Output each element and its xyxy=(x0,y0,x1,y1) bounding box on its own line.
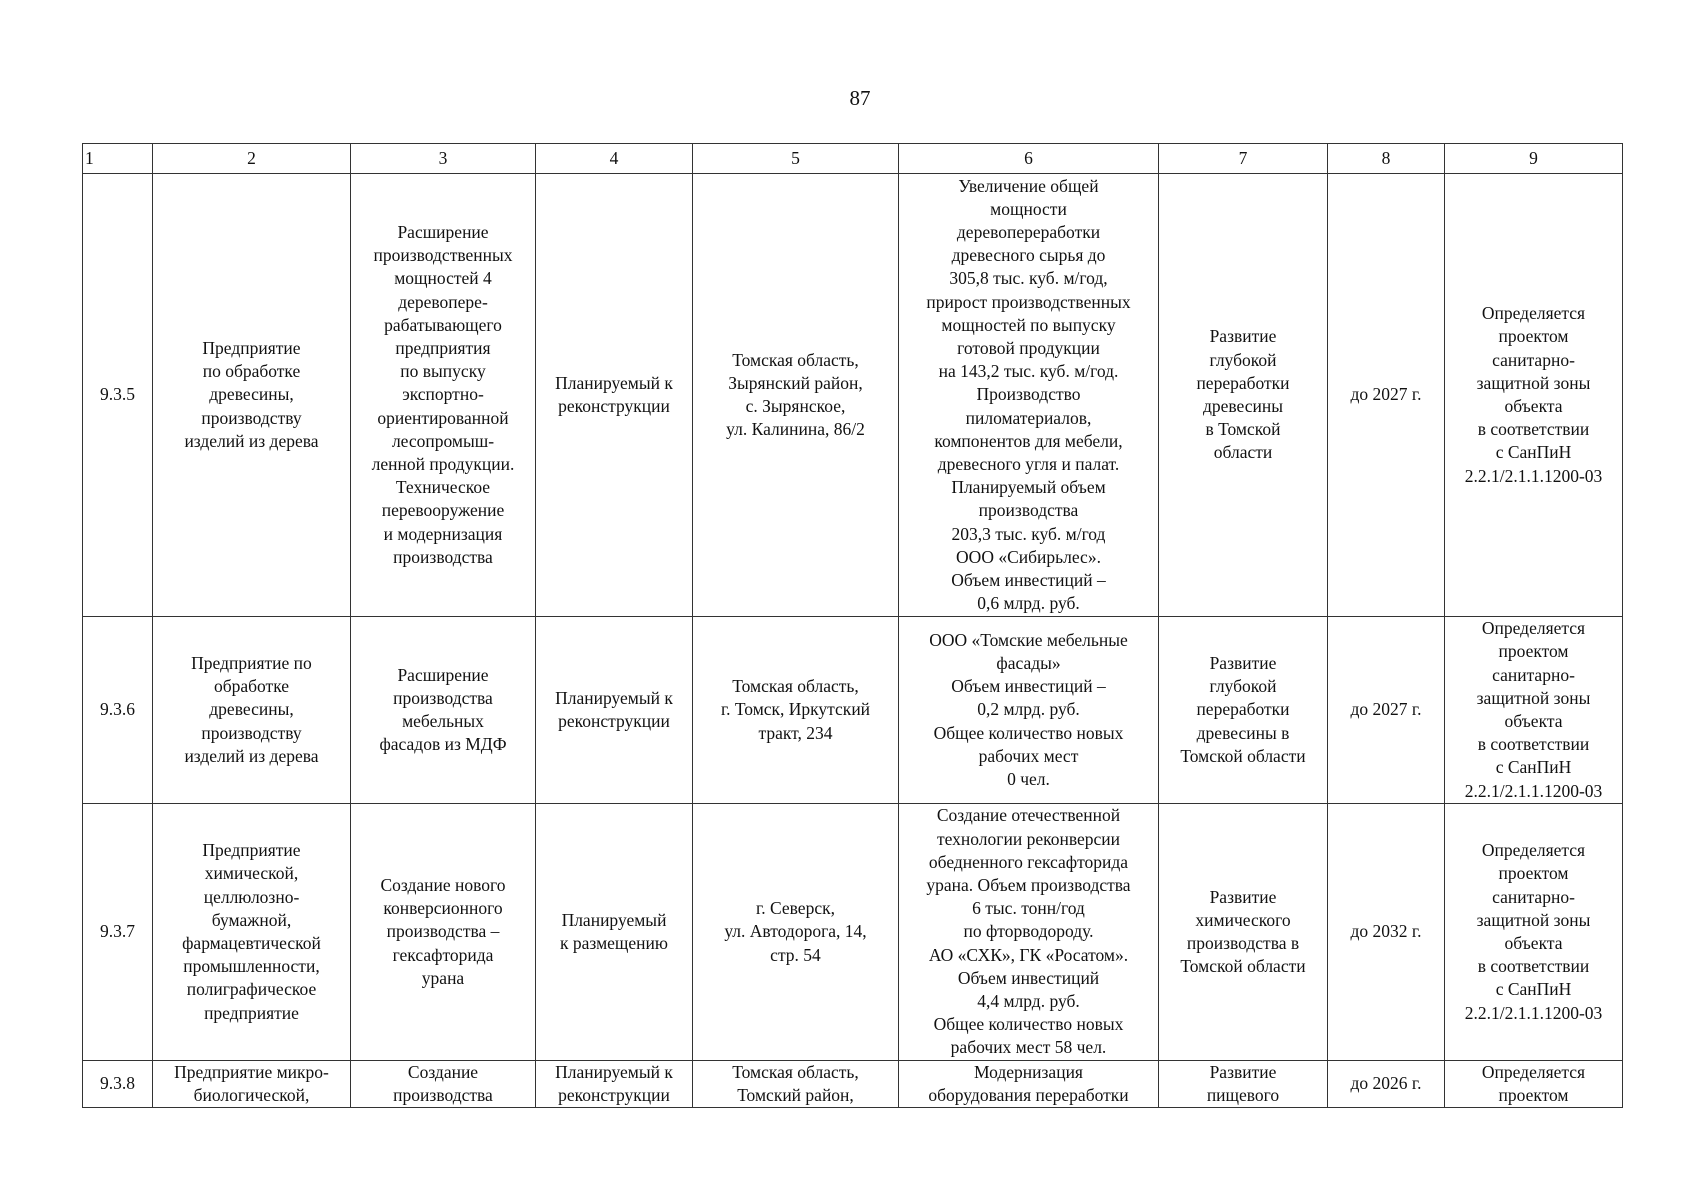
object-type-cell: Предприятие по обработке древесины, производству изделий из дерева xyxy=(153,174,351,617)
location-cell xyxy=(693,1061,899,1108)
characteristics-cell xyxy=(899,1061,1159,1108)
header-cell: 2 xyxy=(153,144,351,174)
row-number-cell: 9.3.5 xyxy=(83,174,153,617)
description-cell: Создание нового конверсионного производства – гексафторида урана xyxy=(351,804,536,1061)
deadline-cell: до 2027 г. xyxy=(1328,617,1445,804)
purpose-cell xyxy=(1159,1061,1328,1108)
status-cell: Планируемый к размещению xyxy=(536,804,693,1061)
cell-text: Создание производства xyxy=(393,1062,493,1106)
header-cell: 5 xyxy=(693,144,899,174)
purpose-cell: Развитие глубокой переработки древесины в Томской области xyxy=(1159,174,1328,617)
cell-text: Томская область, Томский район, xyxy=(732,1062,859,1106)
location-cell: Томская область, Зырянский район, с. Зырянское, ул. Калинина, 86/2 xyxy=(693,174,899,617)
table-row xyxy=(83,804,1623,1061)
location-cell: Томская область, г. Томск, Иркутский тракт, 234 xyxy=(693,617,899,804)
characteristics-cell: ООО «Томские мебельные фасады» Объем инвестиций – 0,2 млрд. руб. Общее количество новых рабочих мест 0 чел. xyxy=(899,617,1159,804)
header-cell: 6 xyxy=(899,144,1159,174)
projects-table xyxy=(82,143,1623,1108)
header-cell: 1 xyxy=(83,144,153,174)
purpose-cell: Развитие химического производства в Томской области xyxy=(1159,804,1328,1061)
object-type-cell: Предприятие по обработке древесины, производству изделий из дерева xyxy=(153,617,351,804)
status-cell: Планируемый к реконструкции xyxy=(536,174,693,617)
deadline-cell: до 2027 г. xyxy=(1328,174,1445,617)
description-cell: Расширение производственных мощностей 4 деревопере- рабатывающего предприятия по выпуску экспортно- ориентированной лесопромыш- ленной продукции. Техническое перевооружение и модернизация производства xyxy=(351,174,536,617)
table-header-row xyxy=(83,144,1623,174)
cell-text: Предприятие микро- биологической, xyxy=(174,1062,329,1106)
zone-cell: Определяется проектом санитарно- защитной зоны объекта в соответствии с СанПиН 2.2.1/2.1.1.1200-03 xyxy=(1445,174,1623,617)
characteristics-cell: Создание отечественной технологии реконверсии обедненного гексафторида урана. Объем производства 6 тыс. тонн/год по фторводороду. АО «СХК», ГК «Росатом». Объем инвестиций 4,4 млрд. руб. Общее количество новых рабочих мест 58 чел. xyxy=(899,804,1159,1061)
description-cell xyxy=(351,1061,536,1108)
row-number-cell: 9.3.8 xyxy=(83,1061,153,1108)
zone-cell xyxy=(1445,1061,1623,1108)
deadline-cell: до 2026 г. xyxy=(1328,1061,1445,1108)
cell-text: Определяется проектом xyxy=(1481,1062,1586,1106)
table-row xyxy=(83,617,1623,804)
header-cell: 9 xyxy=(1445,144,1623,174)
object-type-cell xyxy=(153,1061,351,1108)
location-cell: г. Северск, ул. Автодорога, 14, стр. 54 xyxy=(693,804,899,1061)
cell-text: Модернизация оборудования переработки xyxy=(928,1062,1129,1106)
status-cell xyxy=(536,1061,693,1108)
table-row xyxy=(83,1061,1623,1108)
characteristics-cell: Увеличение общей мощности деревопереработки древесного сырья до 305,8 тыс. куб. м/год, прирост производственных мощностей по выпуску готовой продукции на 143,2 тыс. куб. м/год. Производство пиломатериалов, компонентов для мебели, древесного угля и палат. Планируемый объем производства 203,3 тыс. куб. м/год ООО «Сибирьлес». Объем инвестиций – 0,6 млрд. руб. xyxy=(899,174,1159,617)
row-number-cell: 9.3.6 xyxy=(83,617,153,804)
cell-text: Планируемый к реконструкции xyxy=(555,1062,673,1106)
table-row xyxy=(83,174,1623,617)
purpose-cell: Развитие глубокой переработки древесины в Томской области xyxy=(1159,617,1328,804)
header-cell: 8 xyxy=(1328,144,1445,174)
header-cell: 7 xyxy=(1159,144,1328,174)
description-cell: Расширение производства мебельных фасадов из МДФ xyxy=(351,617,536,804)
row-number-cell: 9.3.7 xyxy=(83,804,153,1061)
status-cell: Планируемый к реконструкции xyxy=(536,617,693,804)
deadline-cell: до 2032 г. xyxy=(1328,804,1445,1061)
cell-text: Развитие пищевого xyxy=(1206,1062,1280,1106)
zone-cell: Определяется проектом санитарно- защитной зоны объекта в соответствии с СанПиН 2.2.1/2.1.1.1200-03 xyxy=(1445,804,1623,1061)
zone-cell: Определяется проектом санитарно- защитной зоны объекта в соответствии с СанПиН 2.2.1/2.1.1.1200-03 xyxy=(1445,617,1623,804)
header-cell: 3 xyxy=(351,144,536,174)
header-cell: 4 xyxy=(536,144,693,174)
object-type-cell: Предприятие химической, целлюлозно- бумажной, фармацевтической промышленности, полиграфическое предприятие xyxy=(153,804,351,1061)
page-number: 87 xyxy=(849,86,871,110)
